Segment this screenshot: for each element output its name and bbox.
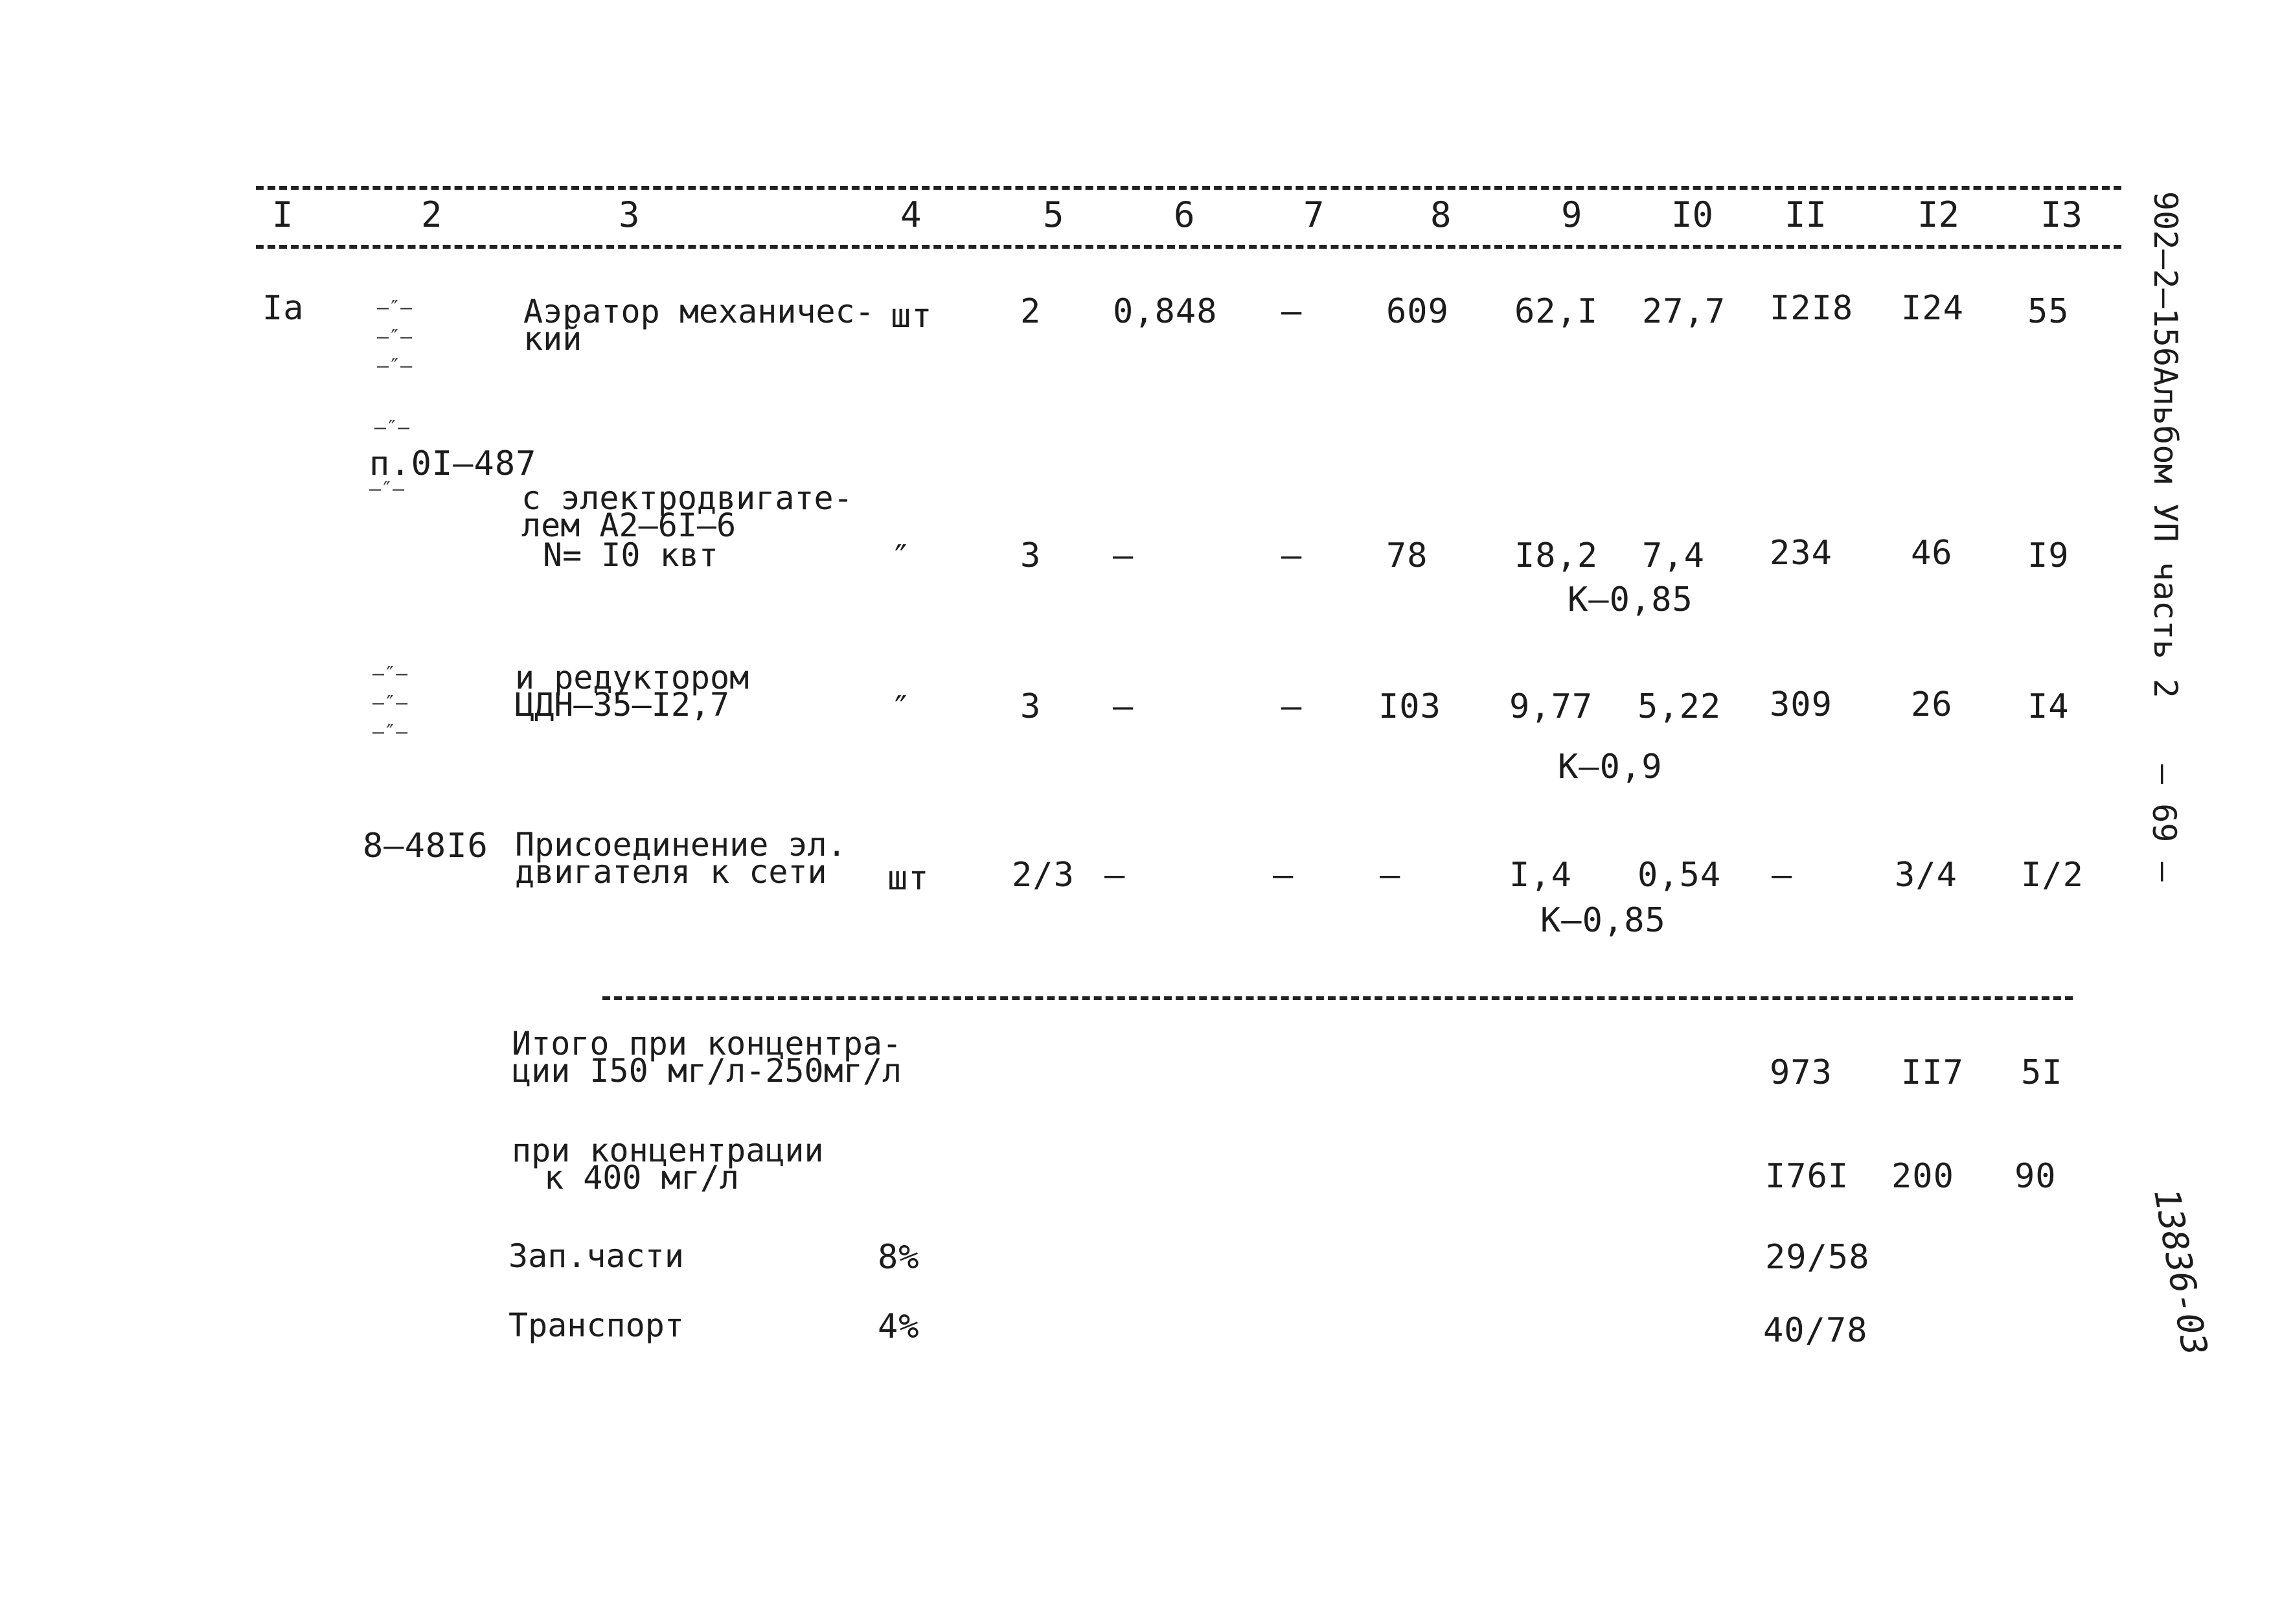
cell-col8: – xyxy=(1380,856,1401,895)
cell-ditto: –″– xyxy=(372,663,408,685)
cell-ditto: –″– xyxy=(369,478,405,501)
cell-col8: 78 xyxy=(1386,536,1428,575)
total-label-line: при концентрации xyxy=(512,1132,824,1169)
cell-col13: I9 xyxy=(2027,536,2070,575)
cell-name-line: с электродвигате- xyxy=(521,479,853,517)
cell-name-line: Присоединение эл. xyxy=(515,826,847,863)
total-col11: I76I xyxy=(1765,1157,1849,1196)
cell-ditto: –″– xyxy=(374,417,410,439)
cell-ditto: –″– xyxy=(377,326,413,349)
cell-col10: 7,4 xyxy=(1642,536,1705,575)
cell-name-line: N= I0 квт xyxy=(543,536,718,574)
col-header-11: II xyxy=(1785,194,1827,235)
col-header-10: I0 xyxy=(1671,194,1714,235)
total-percent: 8% xyxy=(878,1238,920,1277)
cell-col11: I2I8 xyxy=(1770,289,1854,328)
cell-col7: – xyxy=(1281,536,1303,575)
cell-col6: – xyxy=(1113,687,1134,726)
cell-coefficient: К–0,85 xyxy=(1568,580,1693,619)
total-col11: 29/58 xyxy=(1765,1238,1870,1277)
cell-col6: 0,848 xyxy=(1113,292,1218,331)
cell-col12: 3/4 xyxy=(1895,856,1957,895)
cell-col9: 9,77 xyxy=(1509,687,1593,726)
cell-col13: I/2 xyxy=(2021,856,2084,895)
cell-col7: – xyxy=(1273,856,1294,895)
col-header-8: 8 xyxy=(1430,194,1452,235)
cell-item-number: Ia xyxy=(262,289,304,328)
totals-separator-rule xyxy=(602,996,2073,1000)
cell-col11: 309 xyxy=(1770,685,1832,724)
cell-col9: I,4 xyxy=(1509,856,1572,895)
total-label-line: Зап.части xyxy=(508,1237,684,1275)
archive-number: 13836-03 xyxy=(2145,1185,2216,1359)
total-col13: 90 xyxy=(2014,1157,2057,1196)
cell-col8: 609 xyxy=(1386,292,1449,331)
cell-ditto: –″– xyxy=(377,297,413,319)
cell-col7: – xyxy=(1281,292,1303,331)
col-header-9: 9 xyxy=(1561,194,1582,235)
cell-col9: 62,I xyxy=(1514,292,1599,331)
col-header-12: I2 xyxy=(1917,194,1960,235)
cell-name-line: кий xyxy=(523,320,582,358)
cell-col6: – xyxy=(1113,536,1134,575)
total-label-line: Итого при концентра- xyxy=(512,1025,902,1062)
total-col13: 5I xyxy=(2021,1053,2063,1092)
cell-ditto: –″– xyxy=(372,692,408,715)
cell-unit: ″ xyxy=(891,689,912,728)
col-header-2: 2 xyxy=(421,194,442,235)
col-header-5: 5 xyxy=(1043,194,1064,235)
col-header-4: 4 xyxy=(900,194,922,235)
cell-col10: 27,7 xyxy=(1642,292,1726,331)
cell-col7: – xyxy=(1281,687,1303,726)
document-code: 902–2–156Альбом УП часть 2 xyxy=(2147,191,2184,698)
cell-col12: 46 xyxy=(1911,534,1953,573)
cell-name-line: ЦДН–35–I2,7 xyxy=(515,686,730,724)
total-col11: 40/78 xyxy=(1763,1311,1868,1350)
cell-col9: I8,2 xyxy=(1514,536,1599,575)
cell-col12: I24 xyxy=(1901,289,1964,328)
total-percent: 4% xyxy=(878,1307,920,1346)
cell-col5: 3 xyxy=(1020,687,1042,726)
cell-col10: 5,22 xyxy=(1637,687,1722,726)
cell-col5: 3 xyxy=(1020,536,1042,575)
cell-reference: п.0I–487 xyxy=(369,444,537,483)
total-label-line: Транспорт xyxy=(508,1307,684,1344)
col-header-1: I xyxy=(272,194,293,235)
cell-ditto: –″– xyxy=(377,355,413,378)
cell-col10: 0,54 xyxy=(1637,856,1722,895)
total-label-line: ции I50 мг/л-250мг/л xyxy=(512,1052,902,1090)
cell-coefficient: К–0,9 xyxy=(1558,748,1663,786)
total-label-line: к 400 мг/л xyxy=(544,1159,740,1196)
total-col11: 973 xyxy=(1770,1053,1832,1092)
cell-name-line: и редуктором xyxy=(515,659,749,696)
page-number: – 69 – xyxy=(2145,764,2183,882)
header-bottom-rule xyxy=(256,245,2121,249)
cell-reference: 8–48I6 xyxy=(363,827,488,865)
cell-name-line: двигателя к сети xyxy=(515,853,827,891)
cell-unit: шт xyxy=(887,859,930,898)
cell-col13: I4 xyxy=(2027,687,2070,726)
header-top-rule xyxy=(256,186,2121,190)
cell-col11: 234 xyxy=(1770,534,1832,573)
cell-col8: I03 xyxy=(1378,687,1441,726)
total-col12: II7 xyxy=(1901,1053,1964,1092)
total-col12: 200 xyxy=(1891,1157,1954,1196)
col-header-3: 3 xyxy=(619,194,640,235)
col-header-13: I3 xyxy=(2040,194,2083,235)
cell-col5: 2 xyxy=(1020,292,1042,331)
cell-col5: 2/3 xyxy=(1012,856,1075,895)
col-header-7: 7 xyxy=(1303,194,1325,235)
cell-coefficient: К–0,85 xyxy=(1540,901,1666,940)
cell-col12: 26 xyxy=(1911,685,1953,724)
cell-col6: – xyxy=(1104,856,1126,895)
cell-unit: шт xyxy=(891,297,933,336)
cell-col11: – xyxy=(1772,856,1793,895)
cell-name-line: лем А2–6I–6 xyxy=(521,507,736,544)
col-header-6: 6 xyxy=(1174,194,1195,235)
cell-name-line: Аэратор механичес- xyxy=(523,293,874,330)
cell-unit: ″ xyxy=(891,538,912,577)
cell-col13: 55 xyxy=(2027,292,2070,331)
cell-ditto: –″– xyxy=(372,721,408,744)
